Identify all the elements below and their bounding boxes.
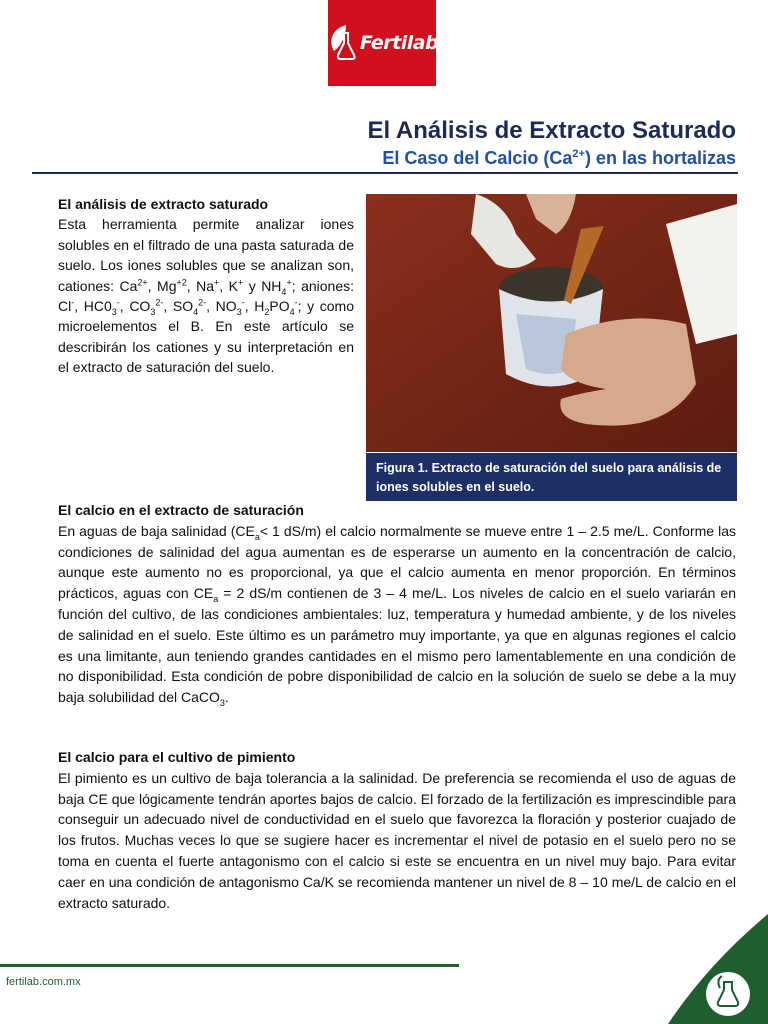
figure-caption: Figura 1. Extracto de saturación del suelo para análisis de iones solubles en el suelo. — [366, 453, 737, 501]
page-title: El Análisis de Extracto Saturado — [367, 117, 736, 144]
title-rule — [32, 172, 738, 174]
figure-photo — [366, 194, 737, 452]
footer-rule — [0, 964, 459, 967]
footer-url[interactable]: fertilab.com.mx — [6, 976, 81, 988]
pimiento-heading: El calcio para el cultivo de pimiento — [58, 749, 296, 765]
page-subtitle: El Caso del Calcio $(Ca^{2+})$ en las hortalizas — [382, 148, 736, 168]
intro-heading: El análisis de extracto saturado — [58, 196, 269, 212]
fertilab-logo — [328, 0, 439, 86]
calcio-section — [58, 500, 736, 708]
corner-seal — [668, 914, 768, 1024]
pimiento-body: El pimiento es un cultivo de baja tolerancia a la salinidad. De preferencia se recomienda el uso de aguas de baja CE que lógicamente tendrán aportes bajos de calcio. El forzado de la fertilización es imprescindible para conseguir un adecuado nivel de conductividad en el suelo que favorezca la floración y posterior cuajado de los frutos. Muchas veces lo que se sugiere hacer es incrementar el nivel de potasio en el suelo pero no se toma en cuenta el fuerte antagonismo con el calcio si este se encuentra en un nivel muy bajo. Para evitar caer en una condición de antagonismo Ca/K se recomienda mantener un nivel de 8 – 10 me/L de calcio en el extracto saturado. — [58, 769, 736, 911]
intro-body: Esta herramienta permite analizar iones solubles en el filtrado de una pasta saturada de suelo. Los iones solubles que se analizan son, cationes: $Ca^{2+}$, $Mg^{+2}$, Na+, K+ y $NH_4^+$; aniones: Cl-, $HC0_3^-$, $CO_3^{2-}$, $SO_4^{2-}$, $NO_3^-$, $H_2PO_4^-$; y como microelementos el B. En este artículo se describirán los cationes y su interpretación en el extracto de saturación del suelo. — [58, 216, 355, 376]
calcio-heading: El calcio en el extracto de saturación — [58, 502, 304, 518]
pimiento-section — [58, 747, 736, 913]
leaf-flask-icon — [326, 21, 360, 65]
calcio-body: En aguas de baja salinidad ($CE_a< 1$ dS/m) el calcio normalmente se mueve entre 1 – 2.5 me/L. Conforme las condiciones de salinidad del agua aumentan es de esperarse un aumento en la concentración de calcio, aunque este aumento no es proporcional, ya que el calcio aumenta en menor proporción. En términos prácticos, aguas con $CE_a = 2$ dS/m contienen de 3 – 4 me/L. Los niveles de calcio en el suelo variarán en función del cultivo, de las condiciones ambientales: luz, temperatura y humedad ambiente, y de los niveles de salinidad en el suelo. Este último es un parámetro muy importante, ya que en algunas regiones el calcio es una limitante, aun teniendo grandes cantidades en el mismo pero lamentablemente en una condición de no disponibilidad. Esta condición de pobre disponibilidad de calcio en la solución de suelo se debe a la muy baja solubilidad del CaCO$_3$. — [58, 522, 736, 708]
logo-text: Fertilab — [359, 32, 439, 54]
intro-section — [58, 194, 354, 378]
